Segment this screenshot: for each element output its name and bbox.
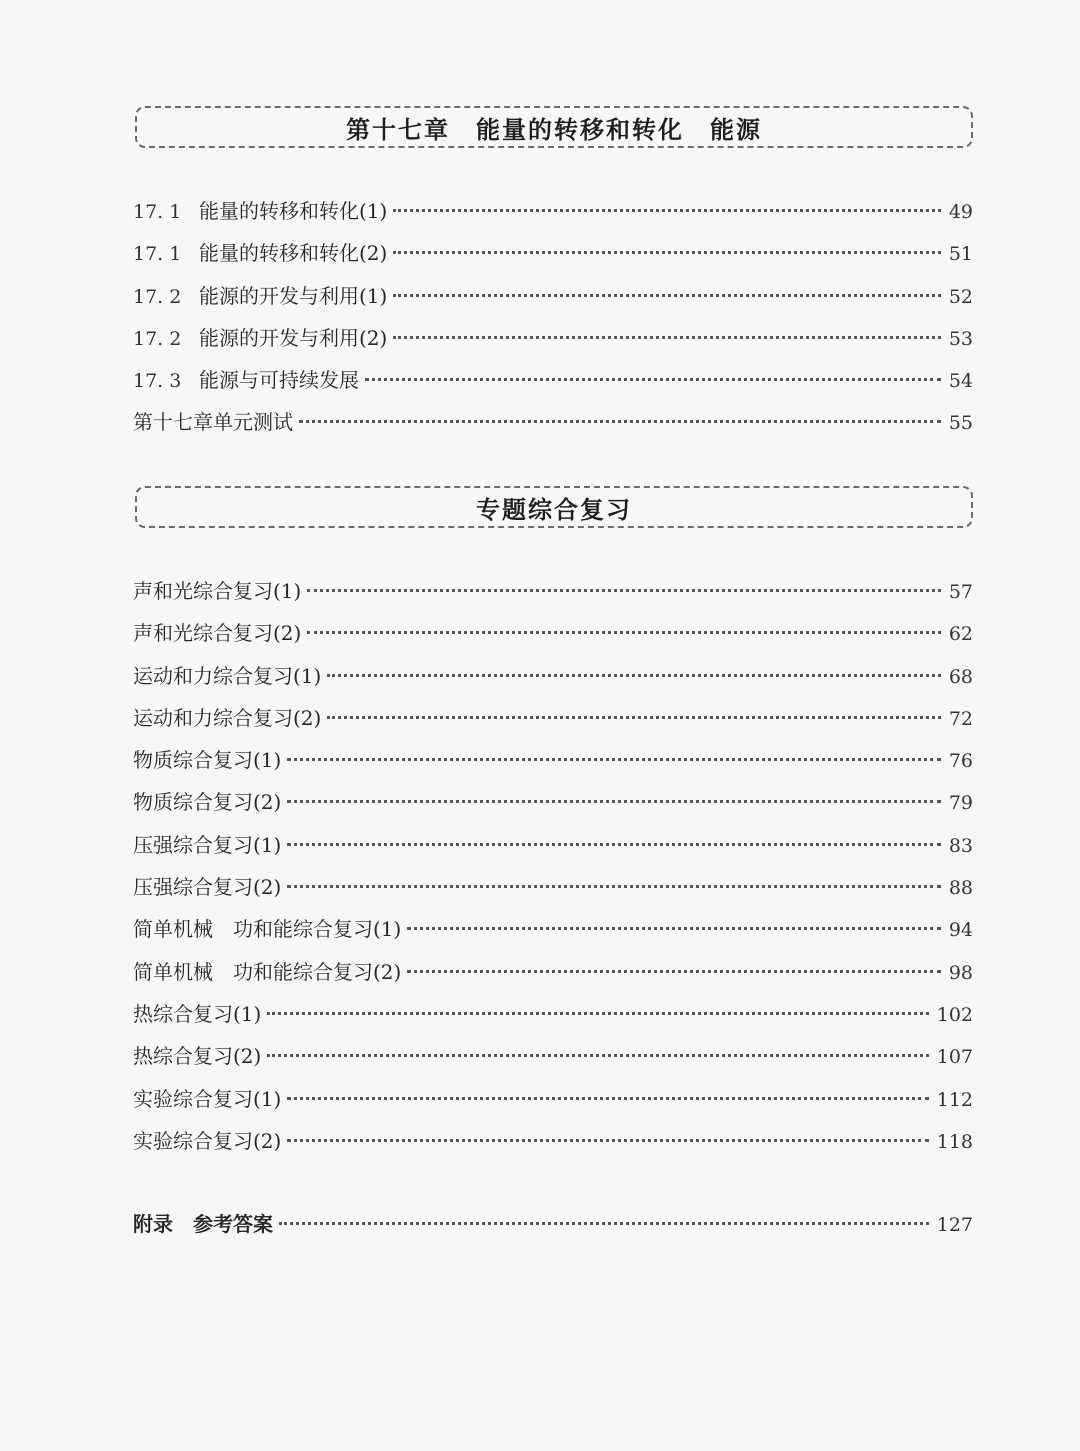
- dot-leader: [287, 875, 940, 888]
- page-number: 94: [948, 919, 973, 942]
- entry-title: 能量的转移和转化(2): [199, 241, 388, 266]
- review-heading-text: 专题综合复习: [476, 494, 632, 524]
- toc-entry[interactable]: [133, 655, 973, 697]
- entry-title: 能源的开发与利用(2): [199, 325, 388, 350]
- toc-entry[interactable]: [133, 697, 973, 739]
- page-number: 118: [936, 1130, 973, 1153]
- page-number: 102: [936, 1003, 973, 1026]
- section-number: 17. 3: [133, 370, 182, 393]
- dot-leader: [287, 790, 940, 803]
- section-number: 17. 1: [133, 243, 182, 266]
- appendix-list: [133, 1203, 973, 1245]
- toc-entry[interactable]: [133, 275, 973, 317]
- section-number: 17. 2: [133, 327, 182, 350]
- toc-entry-appendix[interactable]: [133, 1203, 973, 1245]
- entry-title: 能源的开发与利用(1): [199, 283, 388, 308]
- dot-leader: [307, 579, 940, 592]
- entry-title: 声和光综合复习(1): [133, 579, 302, 603]
- chapter-17-list: [133, 190, 973, 444]
- dot-leader: [407, 917, 940, 930]
- toc-entry[interactable]: [133, 1120, 973, 1162]
- toc-entry[interactable]: [133, 781, 973, 823]
- entry-title: 热综合复习(1): [133, 1001, 262, 1026]
- page-number: 76: [948, 750, 973, 773]
- toc-entry[interactable]: [133, 908, 973, 950]
- review-heading: [135, 486, 973, 528]
- entry-title: 实验综合复习(1): [133, 1086, 282, 1111]
- entry-title: 物质综合复习(1): [133, 748, 282, 773]
- section-number: 17. 2: [133, 285, 182, 308]
- page-number: 88: [948, 877, 973, 900]
- toc-entry[interactable]: [133, 824, 973, 866]
- toc-entry[interactable]: [133, 866, 973, 908]
- dot-leader: [393, 284, 940, 297]
- page-number: 98: [948, 961, 973, 984]
- review-list: [133, 570, 973, 1162]
- entry-title: 运动和力综合复习(2): [133, 705, 322, 730]
- page-number: 107: [936, 1046, 973, 1069]
- dot-leader: [407, 960, 940, 973]
- page-number: 57: [948, 581, 973, 603]
- dot-leader: [299, 410, 941, 423]
- entry-title: 能源与可持续发展: [199, 368, 359, 393]
- section-number: 17. 1: [133, 201, 182, 223]
- toc-entry[interactable]: [133, 317, 973, 359]
- page-number: 53: [948, 327, 973, 350]
- toc-entry[interactable]: [133, 739, 973, 781]
- entry-title: 运动和力综合复习(1): [133, 663, 322, 688]
- dot-leader: [393, 241, 940, 254]
- page-number: 55: [948, 412, 973, 435]
- toc-entry[interactable]: [133, 232, 973, 274]
- page-number: 68: [948, 665, 973, 688]
- page-number: 51: [948, 243, 973, 266]
- toc-entry-unit-test[interactable]: [133, 401, 973, 443]
- toc-entry[interactable]: [133, 570, 973, 612]
- dot-leader: [287, 1129, 928, 1142]
- dot-leader: [279, 1212, 929, 1225]
- toc-entry[interactable]: [133, 993, 973, 1035]
- dot-leader: [267, 1044, 928, 1057]
- page-number: 72: [948, 707, 973, 730]
- entry-title: 第十七章单元测试: [133, 410, 293, 435]
- toc-entry[interactable]: [133, 951, 973, 993]
- chapter-17-heading-text: 第十七章 能量的转移和转化 能源: [346, 114, 762, 144]
- entry-title: 压强综合复习(1): [133, 832, 282, 857]
- entry-title: 实验综合复习(2): [133, 1128, 282, 1153]
- dot-leader: [393, 199, 940, 212]
- entry-title: 能量的转移和转化(1): [199, 199, 388, 223]
- dot-leader: [365, 368, 941, 381]
- page-number: 49: [948, 201, 973, 223]
- page-number: 62: [948, 623, 973, 646]
- page-number: 112: [936, 1088, 973, 1111]
- toc-entry[interactable]: [133, 1035, 973, 1077]
- toc-entry[interactable]: [133, 1078, 973, 1120]
- dot-leader: [307, 621, 940, 634]
- dot-leader: [287, 748, 940, 761]
- dot-leader: [287, 1087, 928, 1100]
- page-number: 127: [936, 1214, 973, 1236]
- entry-title: 声和光综合复习(2): [133, 621, 302, 646]
- toc-entry[interactable]: [133, 612, 973, 654]
- entry-title: 附录 参考答案: [133, 1212, 273, 1236]
- dot-leader: [287, 833, 940, 846]
- dot-leader: [267, 1002, 928, 1015]
- entry-title: 压强综合复习(2): [133, 875, 282, 900]
- chapter-17-heading: [135, 106, 973, 148]
- entry-title: 简单机械 功和能综合复习(1): [133, 917, 402, 942]
- entry-title: 热综合复习(2): [133, 1044, 262, 1069]
- dot-leader: [393, 326, 940, 339]
- page-number: 83: [948, 834, 973, 857]
- entry-title: 简单机械 功和能综合复习(2): [133, 959, 402, 984]
- page-number: 79: [948, 792, 973, 815]
- entry-title: 物质综合复习(2): [133, 790, 282, 815]
- toc-entry[interactable]: [133, 359, 973, 401]
- toc-entry[interactable]: [133, 190, 973, 232]
- dot-leader: [327, 706, 940, 719]
- page-number: 54: [948, 370, 973, 393]
- dot-leader: [327, 664, 940, 677]
- page-number: 52: [948, 285, 973, 308]
